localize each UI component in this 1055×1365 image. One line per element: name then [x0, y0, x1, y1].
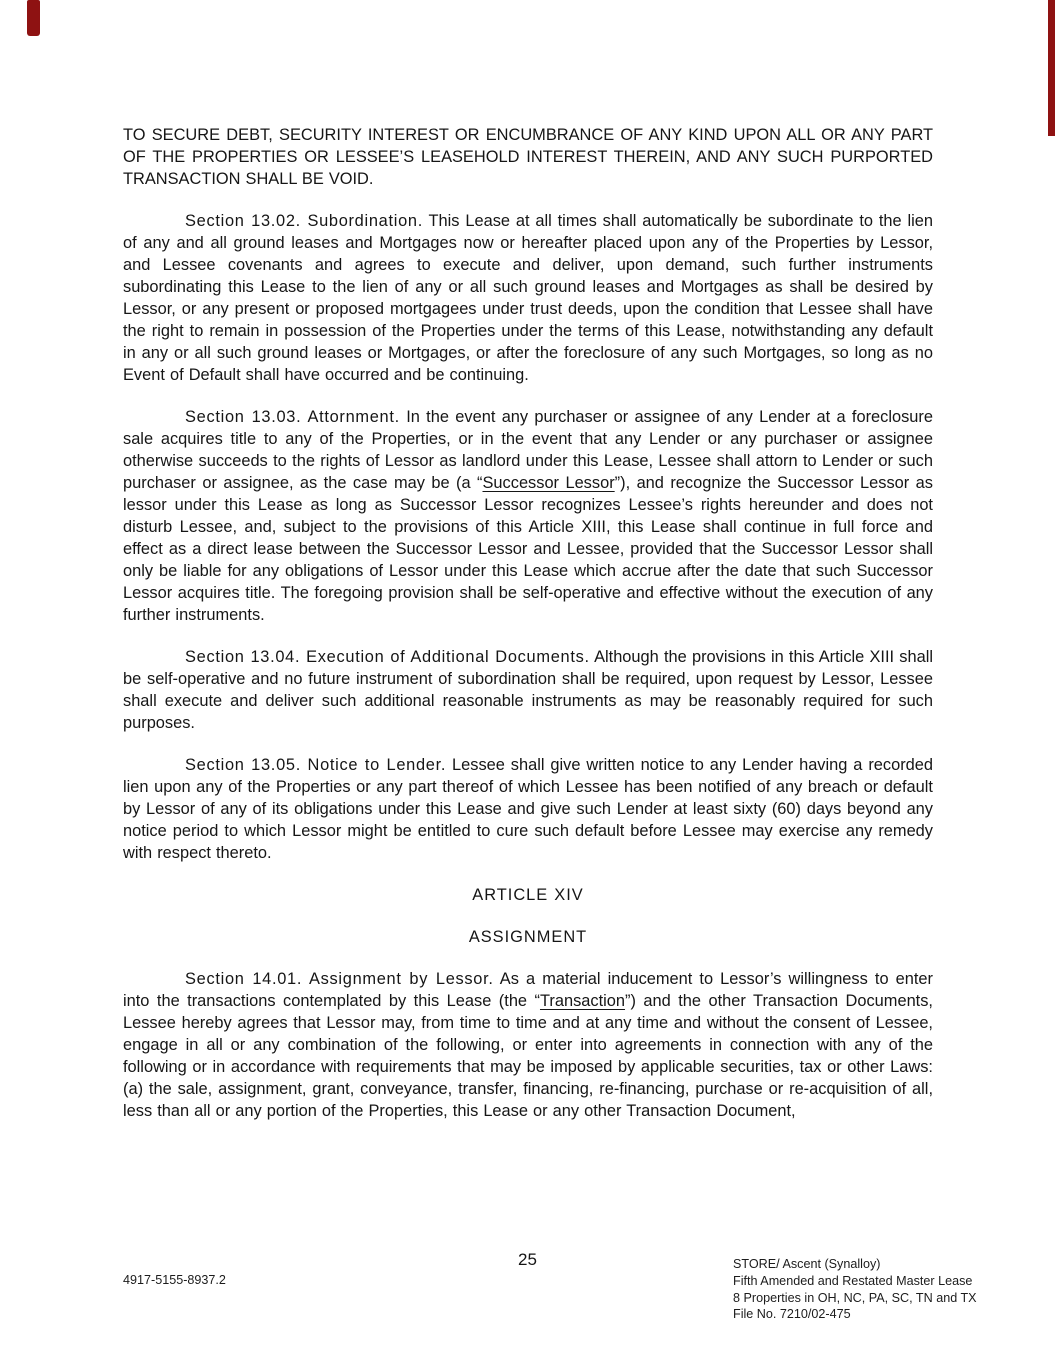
footer-document-number: 4917-5155-8937.2	[123, 1273, 226, 1287]
defined-term: Transaction	[539, 992, 626, 1010]
body-text: This Lease at all times shall automatically be subordinate to the lien of any and all ground leases and Mortgages now or hereafter placed upon any of the Properties by Lessor, and Lessee covenants and agrees to execute and deliver, upon demand, such further instruments subordinating this Lease to the lien of any or all such ground leases and Mortgages as shall be desired by Lessor, or any present or proposed mortgagees under trust deeds, upon the condition that Lessee shall have the right to remain in possession of the Properties under the terms of this Lease, notwithstanding any default in any or all such ground leases or Mortgages, or after the foreclosure of any such Mortgages, so long as no Event of Default shall have occurred and be continuing.	[123, 212, 933, 384]
paragraph	[123, 754, 933, 864]
footer-case-info-line: Fifth Amended and Restated Master Lease	[733, 1273, 973, 1288]
defined-term: Successor Lessor	[482, 474, 615, 492]
section-heading: ARTICLE XIV	[472, 886, 584, 904]
body-text: TO SECURE DEBT, SECURITY INTEREST OR ENCUMBRANCE OF ANY KIND UPON ALL OR ANY PART OF THE PROPERTIES OR LESSEE’S LEASEHOLD INTEREST THEREIN, AND ANY SUCH PURPORTED TRANSACTION SHALL BE VOID.	[123, 126, 933, 188]
paragraph	[123, 406, 933, 626]
body-text: Although the provisions in this Article XIII shall be self-operative and no future instrument of subordination shall be required, upon request by Lessor, Lessee shall execute and deliver such additional reasonable instruments as may be reasonably required for such purposes.	[123, 648, 933, 732]
body-text: ”) and the other Transaction Documents, Lessee hereby agrees that Lessor may, from time to time and at any time and without the consent of Lessee, engage in all or any combination of the following, or enter into agreements in connection with any of the following or in accordance with requirements that may be imposed by applicable securities, tax or other Laws: (a) the sale, assignment, grant, conveyance, transfer, financing, re-financing, purchase or re-acquisition of all, less than all or any portion of the Properties, this Lease or any other Transaction Document,	[123, 992, 933, 1120]
body-text: In the event any purchaser or assignee of any Lender at a foreclosure sale acquires title to any of the Properties, or in the event that any Lender or any purchaser or assignee otherwise succeeds to the rights of Lessor as landlord under this Lease, Lessee shall attorn to Lender or such purchaser or assignee, as the case may be (a “	[123, 408, 933, 492]
section-heading: Section 13.03. Attornment.	[185, 408, 400, 426]
paragraph	[123, 968, 933, 1122]
paragraph	[123, 124, 933, 190]
section-heading: Section 13.04. Execution of Additional Documents.	[185, 648, 590, 666]
footer-case-info-line: 8 Properties in OH, NC, PA, SC, TN and TX	[733, 1290, 977, 1305]
footer-case-info-line: File No. 7210/02-475	[733, 1307, 851, 1322]
article-heading	[123, 884, 933, 906]
body-text: ”), and recognize the Successor Lessor as lessor under this Lease as long as Successor Lessor recognizes Lessee’s rights hereunder and does not disturb Lessee, and, subject to the provisions of this Article XIII, this Lease shall continue in full force and effect as a direct lease between the Successor Lessor and Lessee, provided that the Successor Lessor shall only be liable for any obligations of Lessor under this Lease which accrue after the date that such Successor Lessor acquires title. The foregoing provision shall be self-operative and effective without the execution of any further instruments.	[123, 474, 933, 624]
body-text: As a material inducement to Lessor’s willingness to enter into the transactions contemplated by this Lease (the “	[123, 970, 933, 1010]
footer-case-info	[733, 1256, 977, 1323]
paragraph	[123, 646, 933, 734]
article-heading	[123, 926, 933, 948]
document-body	[123, 124, 933, 1142]
red-ink-mark-top-left	[27, 0, 40, 36]
section-heading: Section 13.02. Subordination.	[185, 212, 423, 230]
section-heading: ASSIGNMENT	[468, 928, 588, 946]
section-heading: Section 14.01. Assignment by Lessor.	[185, 970, 494, 988]
footer-case-info-line: STORE/ Ascent (Synalloy)	[733, 1257, 881, 1271]
page-number: 25	[518, 1250, 537, 1269]
section-heading: Section 13.05. Notice to Lender.	[185, 756, 447, 774]
body-text: Lessee shall give written notice to any Lender having a recorded lien upon any of the Properties or any part thereof of which Lessee has been notified of any breach or default by Lessor of any of its obligations under this Lease and give such Lender at least sixty (60) days beyond any notice period to which Lessor might be entitled to cure such default before Lessee may exercise any remedy with respect thereto.	[123, 756, 934, 862]
paragraph	[123, 210, 933, 386]
red-ink-bar-right-edge	[1048, 0, 1055, 136]
